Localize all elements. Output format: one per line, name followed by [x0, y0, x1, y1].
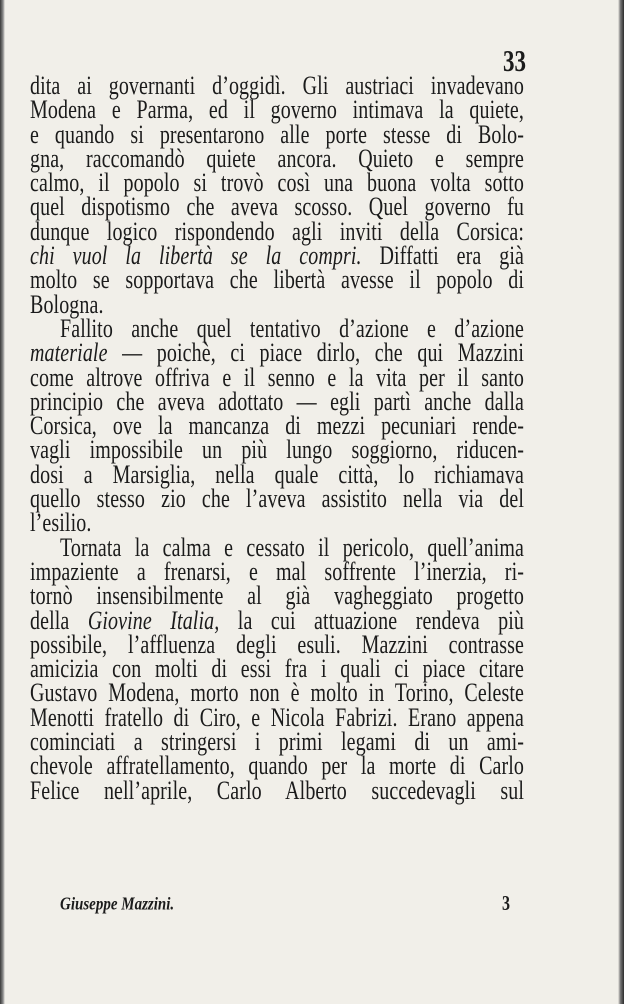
text-line: come altrove offriva e il senno e la vita per il santo: [30, 363, 524, 392]
text-line: e quando si presentarono alle porte stesse di Bolo-: [30, 120, 524, 149]
text-line: principio che aveva adottato — egli partì anche dalla: [30, 387, 524, 417]
text-line: impaziente a frenarsi, e mal soffrente l’inerzia, ri-: [30, 557, 524, 587]
text-line: Menotti fratello di Ciro, e Nicola Fabrizi. Erano appena: [30, 703, 524, 732]
text-line: calmo, il popolo si trovò così una buona volta sotto: [30, 168, 524, 198]
text-line: tornò insensibilmente al già vagheggiato progetto: [30, 581, 524, 611]
text-line: Bologna.: [30, 290, 104, 319]
page-footer: [60, 893, 510, 916]
text-line: molto se sopportava che libertà avesse il popolo di: [30, 266, 524, 295]
text-line: Corsica, ove la mancanza di mezzi pecuniari rende-: [30, 411, 524, 441]
text-line: Gustavo Modena, morto non è molto in Torino, Celeste: [30, 679, 524, 708]
text-line: l’esilio.: [30, 508, 92, 538]
italic-word: materiale: [30, 338, 108, 368]
text-line: vagli impossibile un più lungo soggiorno, riducen-: [30, 436, 524, 465]
page-edge-left: [0, 0, 5, 1004]
text-line: gna, raccomandò quiete ancora. Quieto e sempre: [30, 144, 524, 174]
text-line-rest: la cui attuazione rendeva più: [219, 606, 524, 635]
signature-mark: 3: [502, 893, 510, 916]
text-line-start: della: [30, 606, 88, 635]
text-line: amicizia con molti di essi fra i quali ci piace citare: [30, 654, 524, 684]
text-line: dosi a Marsiglia, nella quale città, lo richiamava: [30, 460, 524, 490]
text-line: Felice nell’aprile, Carlo Alberto succedevagli sul: [30, 776, 524, 805]
page-edge-right: [618, 0, 624, 1004]
text-line: possibile, l’affluenza degli esuli. Mazzini contrasse: [30, 630, 524, 660]
text-line: chevole affratellamento, quando per la morte di Carlo: [30, 751, 524, 781]
text-line-rest: Diffatti era già: [361, 241, 524, 271]
text-line: dita ai governanti d’oggidì. Gli austriaci invadevano: [30, 71, 524, 101]
page-number: 33: [503, 44, 526, 78]
text-line: Modena e Parma, ed il governo intimava la quiete,: [30, 95, 524, 125]
running-title: Giuseppe Mazzini.: [60, 895, 175, 915]
text-line: dunque logico rispondendo agli inviti della Corsica:: [30, 217, 524, 247]
italic-quote: chi vuol la libertà se la compri.: [30, 241, 362, 271]
text-line: Fallito anche quel tentativo d’azione e d’azione: [60, 314, 524, 344]
text-line: quello stesso zio che l’aveva assistito nella via del: [30, 484, 524, 514]
text-line-rest: — poichè, ci piace dirlo, che qui Mazzini: [107, 338, 524, 368]
text-line: quel dispotismo che aveva scosso. Quel governo fu: [30, 193, 524, 222]
italic-title: Giovine Italia,: [87, 606, 220, 635]
text-line: Tornata la calma e cessato il pericolo, quell’anima: [60, 533, 524, 562]
body-text: [30, 71, 524, 805]
text-line: cominciati a stringersi i primi legami di un ami-: [30, 727, 524, 757]
